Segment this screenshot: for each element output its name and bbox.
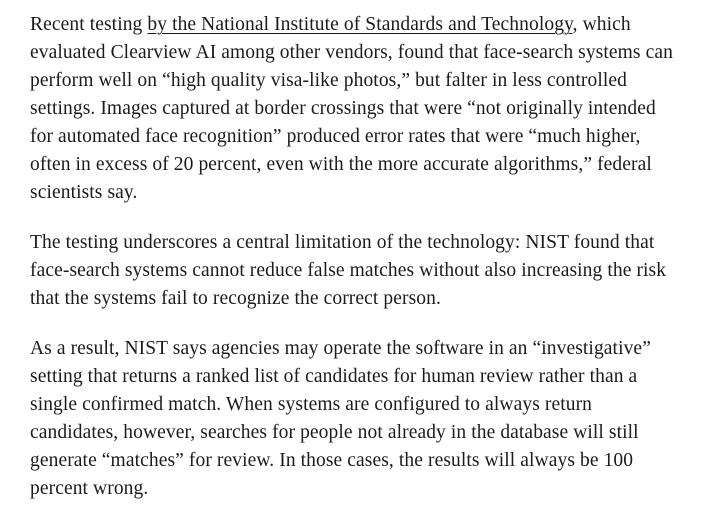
paragraph-3: As a result, NIST says agencies may operate the software in an “investigative” setting that returns a ranked list of candidates for human review rather than a single confirmed match. When systems are configured to always return candidates, however, searches for people not already in the database will still generate “matches” for review. In those cases, the results will always be 100 percent wrong. <box>30 338 651 499</box>
paragraph-1 <box>30 11 677 207</box>
nist-testing-link[interactable]: by the National Institute of Standards and Technology <box>147 14 573 35</box>
paragraph-2: The testing underscores a central limitation of the technology: NIST found that face-search systems cannot reduce false matches without also increasing the risk that the systems fail to recognize the correct person. <box>30 232 667 309</box>
paragraph-1-text-post: , which evaluated Clearview AI among other vendors, found that face-search systems can perform well on “high quality visa-like photos,” but falter in less controlled settings. Images captured at border crossings that were “not originally intended for automated face recognition” produced error rates that were “much higher, often in excess of 20 percent, even with the more accurate algorithms,” federal scientists say. <box>30 14 673 203</box>
paragraph-1-text-pre: Recent testing <box>30 14 148 35</box>
